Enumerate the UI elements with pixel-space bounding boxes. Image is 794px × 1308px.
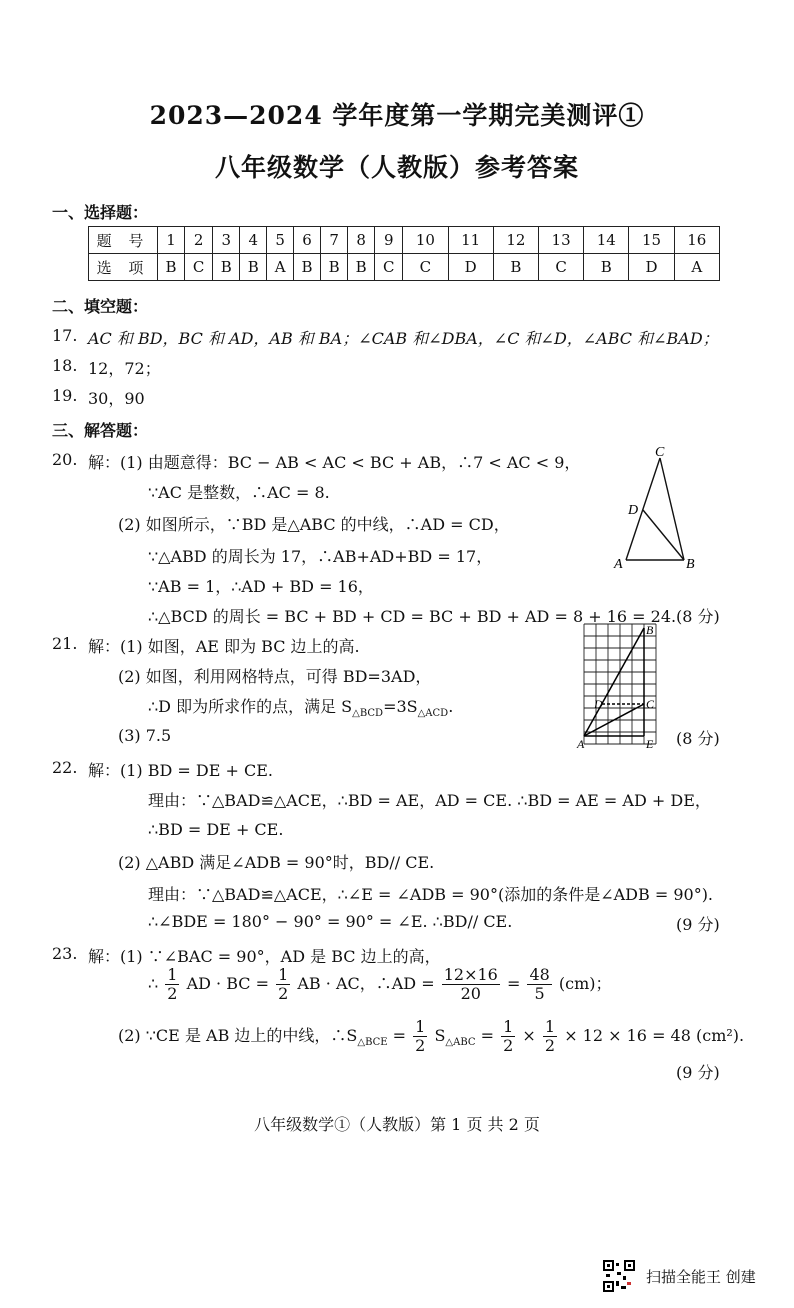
question-number-cell: 6 bbox=[293, 227, 320, 254]
question-number-cell: 4 bbox=[240, 227, 267, 254]
subscript: △BCD bbox=[352, 708, 384, 720]
question-number-cell: 5 bbox=[267, 227, 294, 254]
q20-line: ∵AC 是整数，∴AC = 8. bbox=[148, 483, 330, 502]
numerator: 48 bbox=[529, 965, 550, 984]
question-number-cell: 8 bbox=[348, 227, 375, 254]
q20-line: ∵△ABD 的周长为 17，∴AB+AD+BD = 17， bbox=[148, 547, 493, 566]
table-row-answers bbox=[89, 254, 720, 281]
table-header-cell: 题 号 bbox=[89, 227, 158, 254]
answer-cell: A bbox=[267, 254, 294, 281]
section-solve: 三、解答题： bbox=[52, 421, 149, 440]
fraction bbox=[413, 1018, 427, 1055]
fraction bbox=[501, 1018, 515, 1055]
q21-line: (2) 如图，利用网格特点，可得 BD=3AD， bbox=[118, 667, 432, 686]
answer-cell: B bbox=[493, 254, 538, 281]
q23-line: 解：(1) ∵∠BAC = 90°，AD 是 BC 边上的高， bbox=[88, 947, 441, 966]
fig-label-A: A bbox=[577, 737, 585, 751]
q23-text: (2) ∵CE 是 AB 边上的中线，∴S bbox=[118, 1026, 358, 1045]
q23-equation-row bbox=[148, 966, 612, 1003]
answer-cell: B bbox=[293, 254, 320, 281]
question-number: 18. bbox=[52, 356, 78, 375]
answer-table bbox=[88, 226, 720, 281]
score-label: (8 分) bbox=[676, 729, 720, 748]
subscript: △ACD bbox=[417, 708, 449, 720]
numerator: 1 bbox=[503, 1017, 514, 1036]
q22-line: 解：(1) BD = DE + CE. bbox=[88, 761, 274, 780]
subscript: △BCE bbox=[357, 1037, 388, 1049]
fig-label-D: D bbox=[628, 503, 639, 518]
fig-label-B: B bbox=[686, 557, 695, 572]
question-number-cell: 15 bbox=[629, 227, 674, 254]
fig-label-C: C bbox=[655, 445, 665, 460]
question-number: 21. bbox=[52, 634, 78, 653]
fraction bbox=[442, 966, 500, 1003]
question-number-cell: 12 bbox=[493, 227, 538, 254]
answer-cell: D bbox=[629, 254, 674, 281]
question-number-cell: 16 bbox=[674, 227, 719, 254]
fraction bbox=[276, 966, 290, 1003]
numerator: 1 bbox=[544, 1017, 556, 1036]
q23-text: = bbox=[506, 974, 521, 993]
numerator: 1 bbox=[278, 965, 289, 984]
question-number: 19. bbox=[52, 386, 78, 405]
answer-cell: D bbox=[448, 254, 493, 281]
denominator: 2 bbox=[167, 984, 178, 1003]
q22-line: 理由：∵△BAD≌△ACE，∴∠E = ∠ADB = 90°(添加的条件是∠ADB = 90°). bbox=[148, 885, 714, 904]
section-fill: 二、填空题： bbox=[52, 297, 149, 316]
q23-text: × bbox=[522, 1026, 536, 1045]
question-number-cell: 1 bbox=[158, 227, 185, 254]
question-number-cell: 3 bbox=[213, 227, 240, 254]
question-number: 17. bbox=[52, 326, 78, 345]
page-footer: 八年级数学①（人教版）第 1 页 共 2 页 bbox=[254, 1115, 540, 1134]
denominator: 2 bbox=[503, 1036, 514, 1055]
answer-18: 12，72； bbox=[88, 359, 161, 378]
answer-cell: C bbox=[185, 254, 213, 281]
answer-cell: B bbox=[158, 254, 185, 281]
question-number: 20. bbox=[52, 450, 78, 469]
fig-label-B: B bbox=[646, 623, 654, 637]
q23-equation-row bbox=[118, 1018, 744, 1055]
denominator: 5 bbox=[534, 984, 545, 1003]
q21-line: 解：(1) 如图，AE 即为 BC 边上的高. bbox=[88, 637, 360, 656]
qr-code-icon bbox=[603, 1260, 635, 1292]
question-number: 22. bbox=[52, 758, 78, 777]
triangle-figure bbox=[612, 444, 702, 574]
answer-cell: B bbox=[213, 254, 240, 281]
document-subtitle: 八年级数学（人教版）参考答案 bbox=[214, 153, 579, 182]
question-number-cell: 2 bbox=[185, 227, 213, 254]
question-number-cell: 10 bbox=[403, 227, 448, 254]
answer-cell: C bbox=[538, 254, 583, 281]
question-number-cell: 13 bbox=[538, 227, 583, 254]
numerator: 1 bbox=[167, 965, 178, 984]
q21-line: (3) 7.5 bbox=[118, 726, 172, 745]
q22-line: (2) △ABD 满足∠ADB = 90°时，BD// CE. bbox=[118, 853, 435, 872]
table-row-numbers bbox=[89, 227, 720, 254]
fig-label-D: D bbox=[594, 697, 603, 711]
answer-cell: A bbox=[674, 254, 719, 281]
q23-text: (cm)； bbox=[558, 974, 612, 993]
denominator: 2 bbox=[415, 1036, 426, 1055]
q23-text: AD · BC = bbox=[186, 974, 269, 993]
q23-text: = bbox=[480, 1026, 495, 1045]
denominator: 2 bbox=[278, 984, 289, 1003]
fig-label-C: C bbox=[646, 697, 655, 711]
q21-line bbox=[148, 694, 453, 719]
numerator: 12×16 bbox=[443, 965, 498, 984]
section-choice: 一、选择题： bbox=[52, 203, 149, 222]
document-title: 2023—2024 学年度第一学期完美测评① bbox=[149, 101, 645, 130]
q20-line: ∵AB = 1，∴AD + BD = 16， bbox=[148, 577, 374, 596]
answer-cell: B bbox=[321, 254, 348, 281]
answer-cell: B bbox=[240, 254, 267, 281]
fraction bbox=[527, 966, 551, 1003]
fig-label-E: E bbox=[646, 737, 654, 751]
fraction bbox=[165, 966, 179, 1003]
answer-cell: C bbox=[403, 254, 448, 281]
question-number-cell: 14 bbox=[584, 227, 629, 254]
table-header-cell: 选 项 bbox=[89, 254, 158, 281]
watermark-text: 扫描全能王 创建 bbox=[646, 1268, 756, 1286]
q23-text: S bbox=[434, 1026, 446, 1045]
denominator: 20 bbox=[460, 984, 481, 1003]
numerator: 1 bbox=[415, 1017, 426, 1036]
q21-text: =3S bbox=[383, 697, 418, 716]
q20-line: 解：(1) 由题意得：BC − AB < AC < BC + AB，∴7 < AC < 9， bbox=[88, 453, 581, 472]
denominator: 2 bbox=[544, 1036, 556, 1055]
answer-cell: B bbox=[584, 254, 629, 281]
score-label: (8 分) bbox=[676, 607, 720, 626]
q22-line: ∴∠BDE = 180° − 90° = 90° = ∠E. ∴BD// CE. bbox=[148, 912, 513, 931]
question-number: 23. bbox=[52, 944, 78, 963]
q20-line: ∴△BCD 的周长 = BC + BD + CD = BC + BD + AD = 8 + 16 = 24. bbox=[148, 607, 677, 626]
grid-figure bbox=[576, 618, 666, 752]
answer-19: 30，90 bbox=[88, 389, 145, 408]
q21-text: . bbox=[448, 697, 454, 716]
q21-text: ∴D 即为所求作的点，满足 S bbox=[148, 697, 353, 716]
q23-text: = bbox=[392, 1026, 407, 1045]
answer-17: AC 和 BD，BC 和 AD，AB 和 BA；∠CAB 和∠DBA，∠C 和∠D，∠ABC 和∠BAD； bbox=[88, 329, 719, 348]
question-number-cell: 7 bbox=[321, 227, 348, 254]
q20-line: (2) 如图所示，∵BD 是△ABC 的中线，∴AD = CD， bbox=[118, 515, 510, 534]
score-label: (9 分) bbox=[676, 1063, 720, 1082]
question-number-cell: 11 bbox=[448, 227, 493, 254]
q22-line: ∴BD = DE + CE. bbox=[148, 820, 284, 839]
subscript: △ABC bbox=[445, 1037, 476, 1049]
answer-cell: B bbox=[348, 254, 375, 281]
answer-cell: C bbox=[375, 254, 403, 281]
score-label: (9 分) bbox=[676, 915, 720, 934]
fig-label-A: A bbox=[614, 557, 623, 572]
q22-line: 理由：∵△BAD≌△ACE，∴BD = AE，AD = CE. ∴BD = AE = AD + DE， bbox=[148, 791, 711, 810]
q23-text: × 12 × 16 = 48 (cm²). bbox=[564, 1026, 745, 1045]
fraction bbox=[543, 1018, 557, 1055]
q23-text: AB · AC，∴AD = bbox=[297, 974, 435, 993]
question-number-cell: 9 bbox=[375, 227, 403, 254]
q23-text: ∴ bbox=[148, 974, 159, 993]
